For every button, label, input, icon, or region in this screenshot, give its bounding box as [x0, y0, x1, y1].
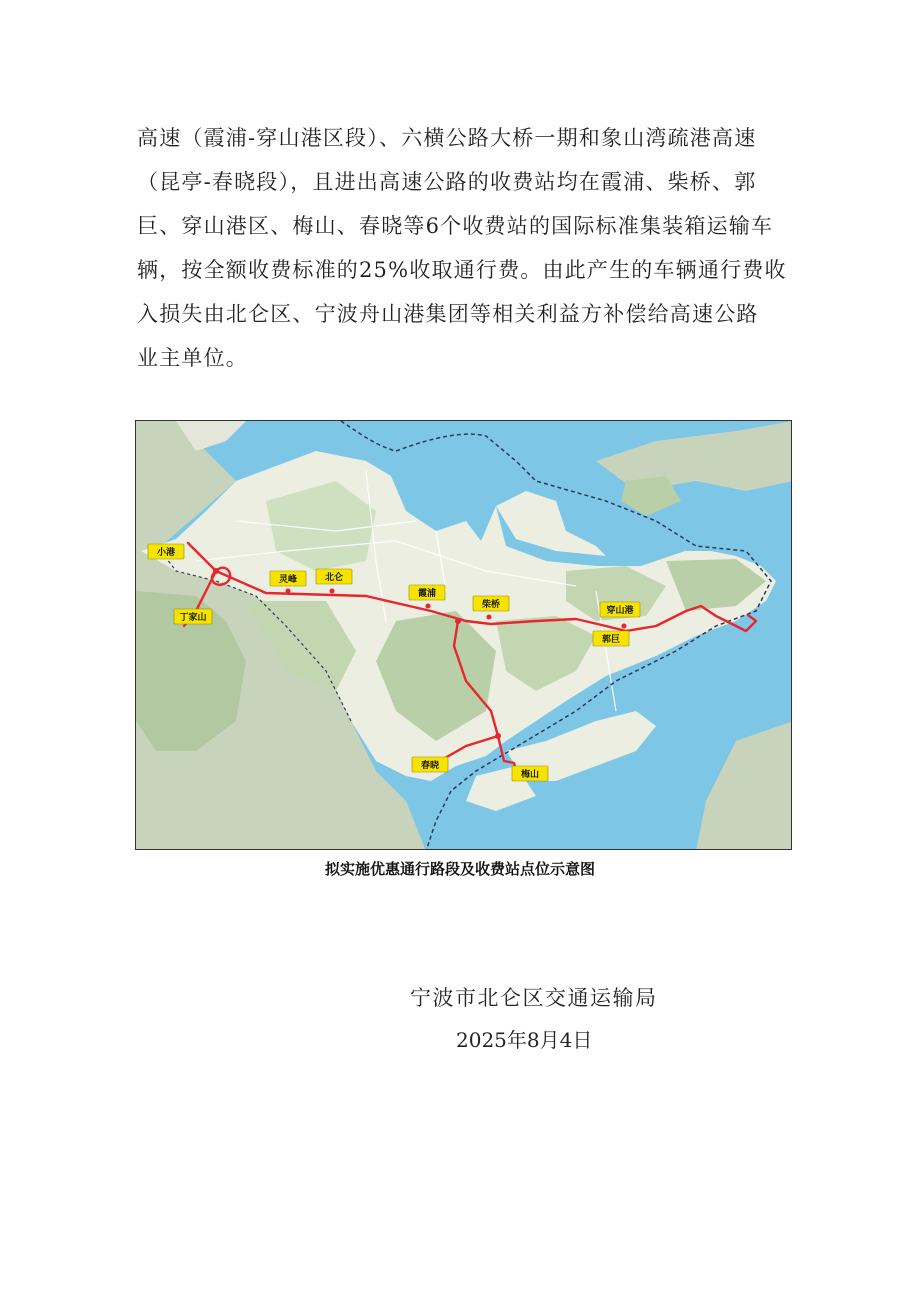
- label-text: 北仑: [324, 573, 344, 583]
- station-label-xiaogang: [148, 544, 184, 559]
- paragraph-line: 巨、穿山港区、梅山、春晓等6个收费站的国际标准集装箱运输车: [137, 214, 774, 238]
- label-text: 穿山港: [606, 606, 634, 616]
- paragraph-line: 入损失由北仑区、宁波舟山港集团等相关利益方补偿给高速公路: [137, 302, 759, 326]
- paragraph-line: （昆亭-春晓段），且进出高速公路的收费站均在霞浦、柴桥、郭: [137, 170, 757, 194]
- station-label-chaiqiao: [473, 596, 509, 611]
- label-text: 丁家山: [179, 613, 207, 623]
- station-label-chunxiao: [412, 757, 448, 772]
- station-label-chuanshangang: [600, 602, 640, 617]
- map-caption: 拟实施优惠通行路段及收费站点位示意图: [324, 860, 595, 878]
- signature-date: 2025年8月4日: [456, 1028, 593, 1052]
- paragraph-line: 辆，按全额收费标准的25%收取通行费。由此产生的车辆通行费收: [137, 258, 787, 282]
- label-text: 霞浦: [417, 589, 437, 599]
- label-text: 郭巨: [601, 635, 621, 645]
- label-text: 春晓: [420, 761, 440, 771]
- map-canvas: [136, 421, 792, 850]
- label-text: 小港: [156, 548, 176, 558]
- station-label-meishan: [512, 766, 548, 781]
- signature-organization: 宁波市北仑区交通运输局: [410, 986, 658, 1010]
- station-label-beilun: [316, 569, 352, 584]
- route-map: [135, 420, 792, 850]
- paragraph-line: 高速（霞浦-穿山港区段）、六横公路大桥一期和象山湾疏港高速: [137, 126, 757, 150]
- paragraph-line: 业主单位。: [137, 346, 248, 370]
- station-label-guoju: [593, 631, 629, 646]
- station-label-xiapu: [409, 585, 445, 600]
- station-label-lingfeng: [270, 571, 306, 586]
- label-text: 柴桥: [481, 600, 501, 610]
- label-text: 灵峰: [278, 575, 298, 585]
- label-text: 梅山: [520, 770, 540, 780]
- station-label-dingjiashan: [174, 609, 212, 624]
- body-paragraph: [137, 116, 797, 380]
